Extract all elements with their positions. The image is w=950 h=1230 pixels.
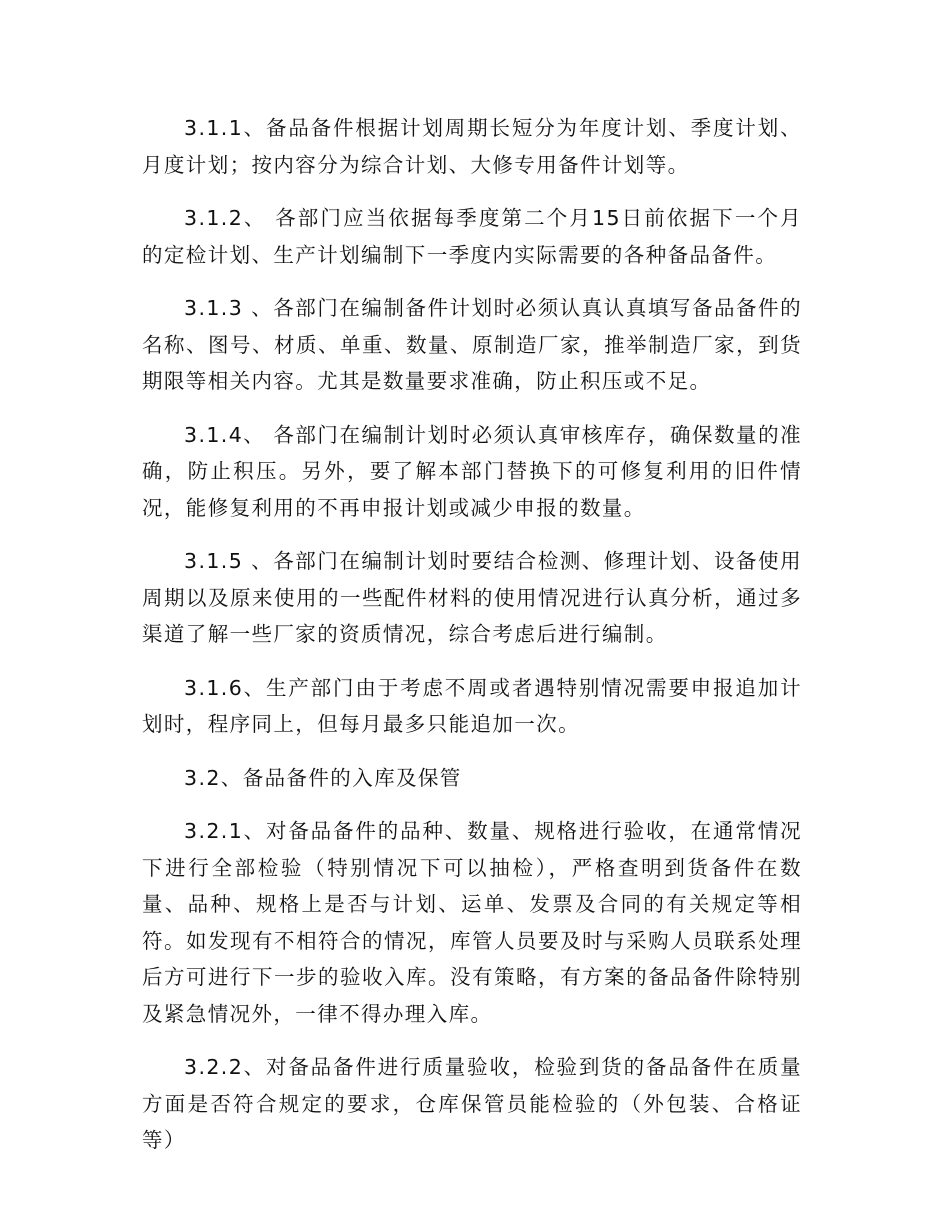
paragraph-3-1-5: 3.1.5 、各部门在编制计划时要结合检测、修理计划、设备使用周期以及原来使用的一些配件材料的使用情况进行认真分析，通过多渠道了解一些厂家的资质情况，综合考虑后进行编制。 [142,549,802,646]
document-body [142,110,802,1176]
paragraph-3-2-1: 3.2.1、对备品备件的品种、数量、规格进行验收，在通常情况下进行全部检验（特别情况下可以抽检），严格查明到货备件在数量、品种、规格上是否与计划、运单、发票及合同的有关规定等相符。如发现有不相符合的情况，库管人员要及时与采购人员联系处理后方可进行下一步的验收入库。没有策略，有方案的备品备件除特别及紧急情况外，一律不得办理入库。 [142,819,802,1026]
paragraph-3-1-1: 3.1.1、备品备件根据计划周期长短分为年度计划、季度计划、月度计划；按内容分为综合计划、大修专用备件计划等。 [142,116,802,177]
paragraph-3-1-4: 3.1.4、 各部门在编制计划时必须认真审核库存，确保数量的准确，防止积压。另外，要了解本部门替换下的可修复利用的旧件情况，能修复利用的不再申报计划或减少申报的数量。 [142,422,802,520]
paragraph-3-1-2: 3.1.2、 各部门应当依据每季度第二个月15日前依据下一个月的定检计划、生产计划编制下一季度内实际需要的各种备品备件。 [142,206,802,267]
paragraph-3-2-2: 3.2.2、对备品备件进行质量验收，检验到货的备品备件在质量方面是否符合规定的要求，仓库保管员能检验的（外包装、合格证等） [142,1055,802,1152]
paragraph-3-1-3: 3.1.3 、各部门在编制备件计划时必须认真认真填写备品备件的名称、图号、材质、单重、数量、原制造厂家，推举制造厂家，到货期限等相关内容。尤其是数量要求准确，防止积压或不足。 [142,296,802,393]
paragraph-3-1-6: 3.1.6、生产部门由于考虑不周或者遇特别情况需要申报追加计划时，程序同上，但每月最多只能追加一次。 [142,675,802,736]
section-heading-3-2: 3.2、备品备件的入库及保管 [184,765,462,790]
